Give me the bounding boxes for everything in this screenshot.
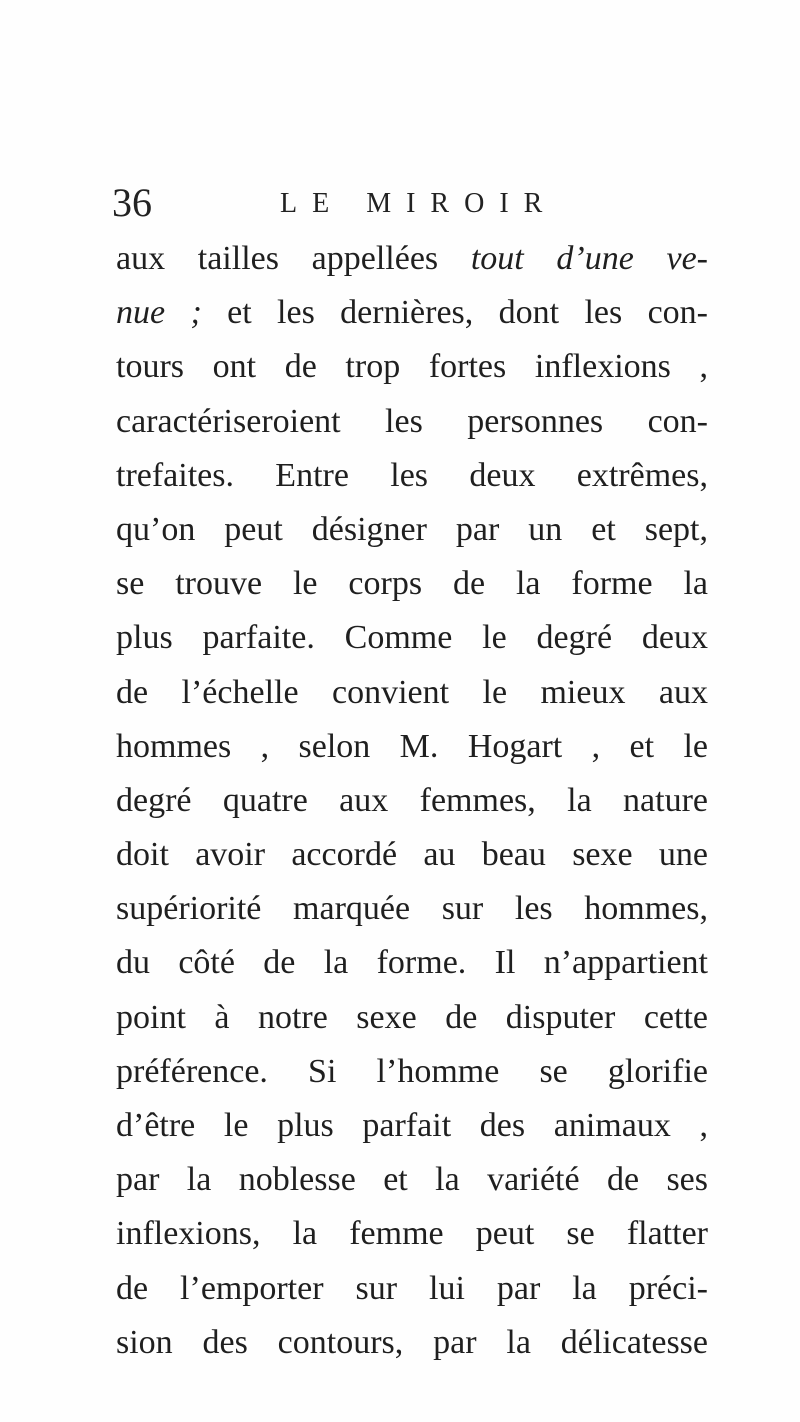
text-line: trefaites. Entre les deux extrêmes, xyxy=(116,456,708,494)
text-line: sion des contours, par la délicatesse xyxy=(116,1323,708,1361)
italic-phrase: nue ; xyxy=(116,294,202,332)
page-number: 36 xyxy=(112,180,152,225)
text-line: supériorité marquée sur les hommes, xyxy=(116,890,708,928)
text-line: préférence. Si l’homme se glorifie xyxy=(116,1052,708,1090)
running-title: LE MIROIR xyxy=(280,188,558,219)
text-line: hommes , selon M. Hogart , et le xyxy=(116,727,708,765)
text-line: par la noblesse et la variété de ses xyxy=(116,1161,708,1199)
text-line: plus parfaite. Comme le degré deux xyxy=(116,619,708,657)
text-line: degré quatre aux femmes, la nature xyxy=(116,781,708,819)
text-line: aux tailles appellées tout d’une ve- xyxy=(116,240,709,277)
text-line: doit avoir accordé au beau sexe une xyxy=(116,836,708,874)
text-line: point à notre sexe de disputer cette xyxy=(116,998,708,1036)
text-line: qu’on peut désigner par un et sept, xyxy=(116,510,708,548)
text-line: inflexions, la femme peut se flatter xyxy=(116,1215,708,1253)
text-line: nue ; et les dernières, dont les con- xyxy=(116,294,708,332)
text-line: de l’emporter sur lui par la préci- xyxy=(116,1269,708,1307)
text-line: du côté de la forme. Il n’appartient xyxy=(116,944,708,982)
italic-phrase: tout d’une ve- xyxy=(470,240,709,277)
text-line: caractériseroient les personnes con- xyxy=(116,402,708,440)
text-line: se trouve le corps de la forme la xyxy=(116,565,708,603)
text-line: tours ont de trop fortes inflexions , xyxy=(116,348,708,386)
body-text xyxy=(116,232,708,1370)
text-line: de l’échelle convient le mieux aux xyxy=(116,673,708,711)
text-line: d’être le plus parfait des animaux , xyxy=(116,1107,708,1144)
running-head xyxy=(112,178,702,228)
